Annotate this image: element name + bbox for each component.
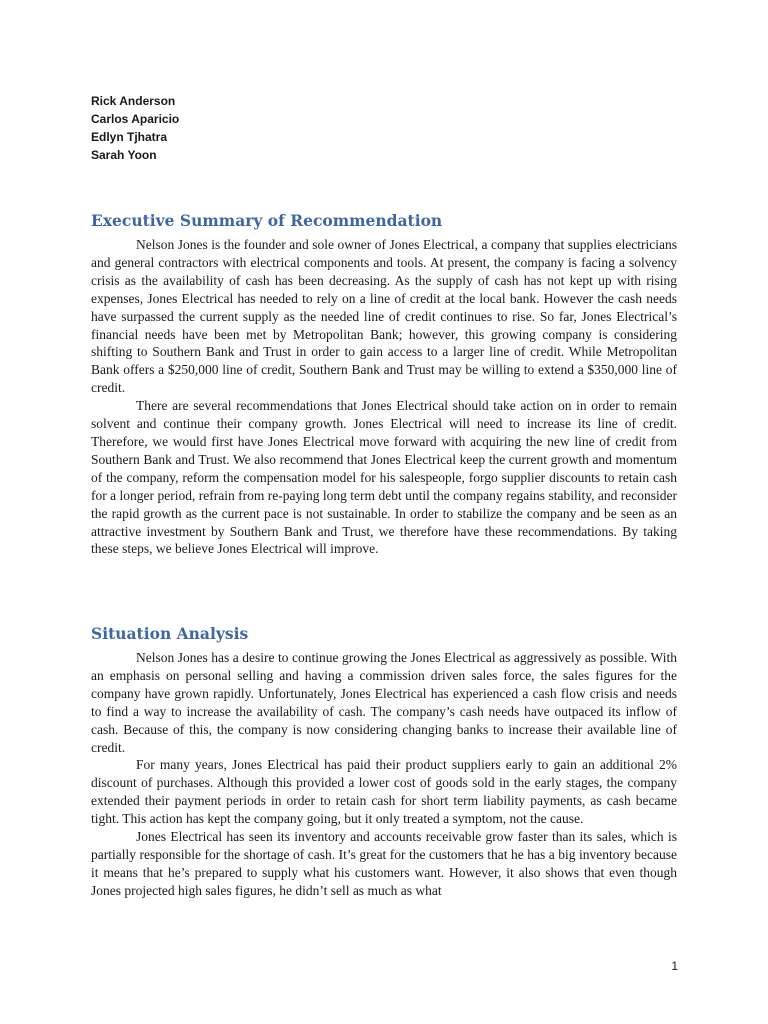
paragraph: Jones Electrical has seen its inventory and accounts receivable grow faster than its sales, which is partially responsible for the shortage of cash. It’s great for the customers that he has a big inventory because it means that he’s prepared to supply what his customers want. However, it also shows that even though Jones projected high sales figures, he didn’t sell as much as what xyxy=(91,829,677,898)
paragraph: For many years, Jones Electrical has paid their product suppliers early to gain an additional 2% discount of purchases. Although this provided a lower cost of goods sold in the early stages, the company extended their payment periods in order to retain cash for short term liability payments, as cash became tight. This action has kept the company going, but it only treated a symptom, not the cause. xyxy=(91,757,677,827)
section-heading-executive-summary: Executive Summary of Recommendation xyxy=(91,211,443,230)
author-name: Rick Anderson xyxy=(91,94,176,108)
section-body-situation-analysis xyxy=(91,649,677,900)
author-name: Sarah Yoon xyxy=(91,148,157,162)
author-list xyxy=(91,92,179,164)
page-number: 1 xyxy=(671,959,678,973)
section-heading-situation-analysis: Situation Analysis xyxy=(91,624,249,643)
paragraph: There are several recommendations that Jones Electrical should take action on in order to remain solvent and continue their company growth. Jones Electrical will need to increase its line of credit. Therefore, we would first have Jones Electrical move forward with acquiring the new line of credit from Southern Bank and Trust. We also recommend that Jones Electrical keep the current growth and momentum of the company, reform the compensation model for his salespeople, forgo supplier discounts to retain cash for a longer period, refrain from re-paying long term debt until the company regains stability, and reconsider the rapid growth as the current pace is not sustainable. In order to stabilize the company and be seen as an attractive investment by Southern Bank and Trust, we therefore have these recommendations. By taking these steps, we believe Jones Electrical will improve. xyxy=(91,398,677,557)
author-name: Carlos Aparicio xyxy=(91,112,180,126)
author-name: Edlyn Tjhatra xyxy=(91,130,168,144)
section-body-executive-summary xyxy=(91,236,677,558)
paragraph: Nelson Jones has a desire to continue growing the Jones Electrical as aggressively as possible. With an emphasis on personal selling and having a commission driven sales force, the sales figures for the company have grown rapidly. Unfortunately, Jones Electrical has experienced a cash flow crisis and needs to find a way to increase the availability of cash. The company’s cash needs have outpaced its inflow of cash. Because of this, the company is now considering changing banks to increase their available line of credit. xyxy=(91,650,677,755)
paragraph: Nelson Jones is the founder and sole owner of Jones Electrical, a company that supplies electricians and general contractors with electrical components and tools. At present, the company is facing a solvency crisis as the availability of cash has been decreasing. As the supply of cash has not kept up with rising expenses, Jones Electrical has needed to rely on a line of credit at the local bank. However the cash needs have surpassed the current supply as the needed line of credit continues to rise. So far, Jones Electrical’s financial needs have been met by Metropolitan Bank; however, this growing company is considering shifting to Southern Bank and Trust in order to gain access to a larger line of credit. While Metropolitan Bank offers a $250,000 line of credit, Southern Bank and Trust may be willing to extend a $350,000 line of credit. xyxy=(91,237,677,396)
